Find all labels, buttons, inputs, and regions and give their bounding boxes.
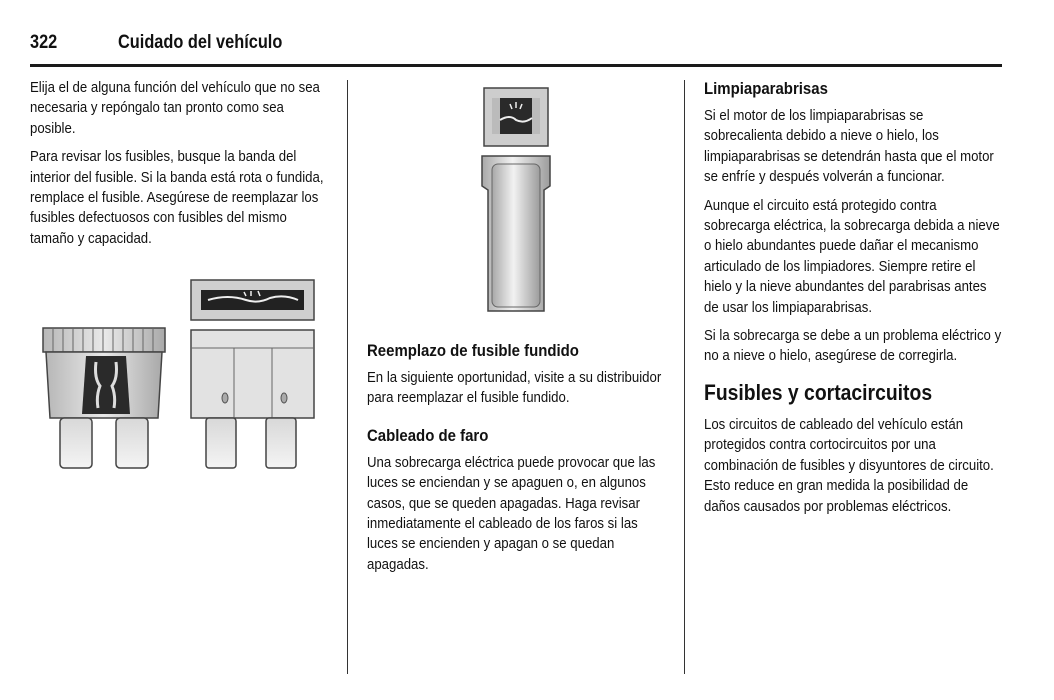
page-header xyxy=(30,30,1002,67)
column-2 xyxy=(367,340,667,583)
column-3 xyxy=(704,78,1004,525)
page-number: 322 xyxy=(30,32,58,53)
column-1 xyxy=(30,78,326,257)
paragraph-wipers-overheat: Si el motor de los limpiaparabrisas se sobrecalienta debido a nieve o hielo, los limpiaparabrisas se detendrán hasta que el motor se enfríe y después volverán a funcionar. xyxy=(704,107,994,186)
paragraph-wipers-overload: Aunque el circuito está protegido contra sobrecarga eléctrica, la sobrecarga debida a nieve o hielo abundantes puede dañar el mecanismo articulado de los limpiadores. Siempre retire el hielo y la nieve abundantes del parabrisas antes de usar los limpiaparabrisas. xyxy=(704,196,1000,316)
heading-fuses-breakers: Fusibles y cortacircuitos xyxy=(704,379,933,405)
paragraph-fuse-check: Para revisar los fusibles, busque la banda del interior del fusible. Si la banda está rota o fundida, remplace el fusible. Asegúrese de reemplazar los fusibles defectuosos con fusibles del mismo tamaño y capacidad. xyxy=(30,148,324,247)
paragraph-fuse-replacement: En la siguiente oportunidad, visite a su distribuidor para reemplazar el fusible fundido. xyxy=(367,369,662,407)
paragraph-wipers-electrical: Si la sobrecarga se debe a un problema eléctrico y no a nieve o hielo, asegúrese de corregirla. xyxy=(704,327,1002,365)
column-divider-1 xyxy=(347,80,348,674)
fuse-illustration-icon xyxy=(38,278,320,474)
heading-windshield-wipers: Limpiaparabrisas xyxy=(704,79,828,98)
paragraph-fuses-breakers: Los circuitos de cableado del vehículo están protegidos contra cortocircuitos por una combinación de fusibles y disyuntores de circuito. Esto reduce en gran medida la posibilidad de daños causados por problemas eléctricos. xyxy=(704,415,994,515)
blown-fuse-illustration-icon xyxy=(480,86,552,314)
paragraph-fuse-intro: Elija el de alguna función del vehículo que no sea necesaria y repóngalo tan pronto como sea posible. xyxy=(30,79,320,137)
section-title: Cuidado del vehículo xyxy=(118,32,283,53)
paragraph-headlamp-wiring: Una sobrecarga eléctrica puede provocar que las luces se enciendan y se apaguen o, en algunos casos, que se queden apagadas. Haga revisar inmediatamente el cableado de los faros si las luces se encienden y apagan o se quedan apagadas. xyxy=(367,453,656,573)
column-divider-2 xyxy=(684,80,685,674)
heading-headlamp-wiring: Cableado de faro xyxy=(367,425,489,445)
heading-fuse-replacement: Reemplazo de fusible fundido xyxy=(367,341,579,360)
